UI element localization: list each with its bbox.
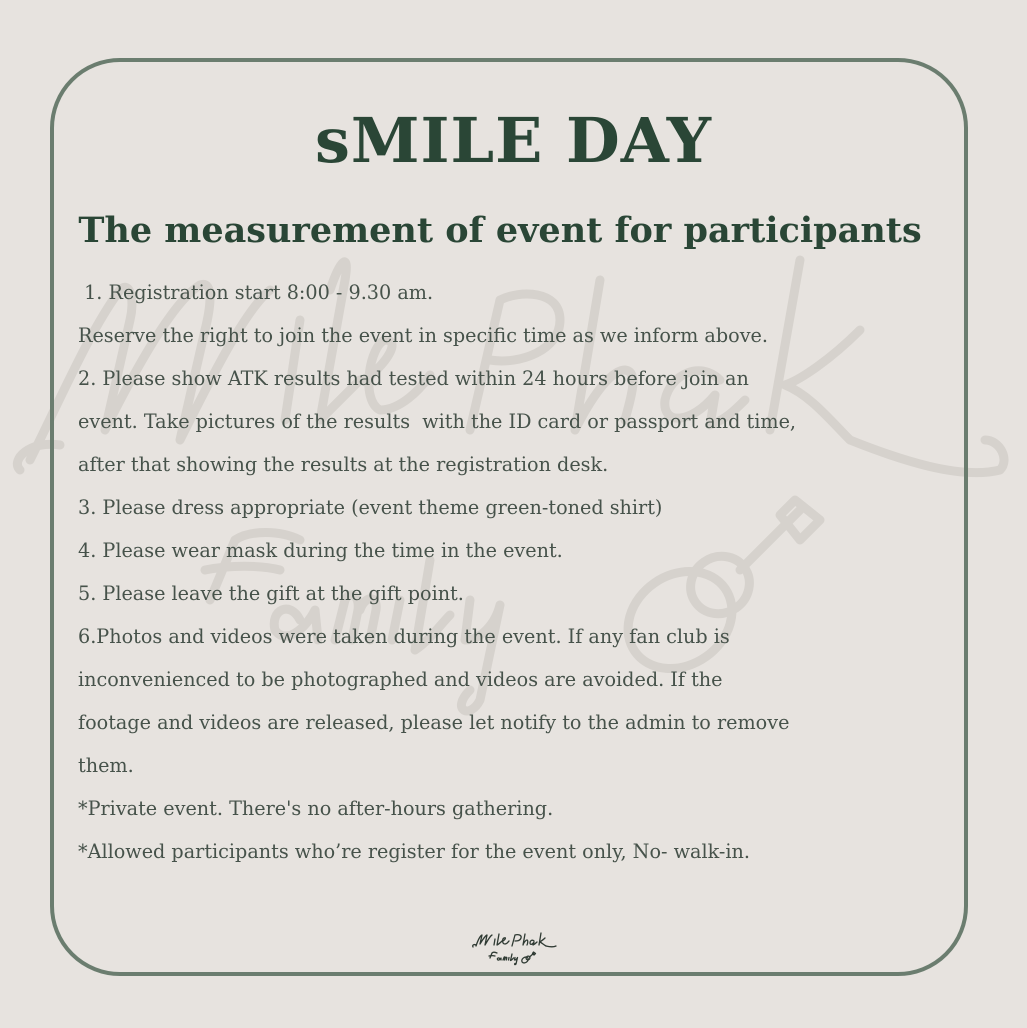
rule-line: event. Take pictures of the results with the ID card or passport and time, bbox=[78, 410, 797, 433]
rules-list bbox=[78, 271, 938, 873]
rule-line: 3. Please dress appropriate (event theme green-toned shirt) bbox=[78, 496, 663, 519]
rule-line: *Private event. There's no after-hours gathering. bbox=[78, 797, 554, 820]
rule-line: 4. Please wear mask during the time in the event. bbox=[78, 539, 563, 562]
rule-line: footage and videos are released, please let notify to the admin to remove bbox=[78, 711, 790, 734]
rule-line: 2. Please show ATK results had tested within 24 hours before join an bbox=[78, 367, 749, 390]
rule-line: 1. Registration start 8:00 - 9.30 am. bbox=[78, 281, 434, 304]
rule-line: Reserve the right to join the event in specific time as we inform above. bbox=[78, 324, 768, 347]
rule-line: 5. Please leave the gift at the gift point. bbox=[78, 582, 464, 605]
rule-line: *Allowed participants who’re register for the event only, No- walk-in. bbox=[78, 840, 750, 863]
rule-line: inconvenienced to be photographed and videos are avoided. If the bbox=[78, 668, 723, 691]
rule-line: 6.Photos and videos were taken during the event. If any fan club is bbox=[78, 625, 730, 648]
milephak-family-logo bbox=[470, 928, 560, 972]
event-title: sMILE DAY bbox=[314, 104, 712, 177]
event-subtitle: The measurement of event for participants bbox=[78, 210, 922, 251]
rule-line: after that showing the results at the registration desk. bbox=[78, 453, 609, 476]
rule-line: them. bbox=[78, 754, 134, 777]
